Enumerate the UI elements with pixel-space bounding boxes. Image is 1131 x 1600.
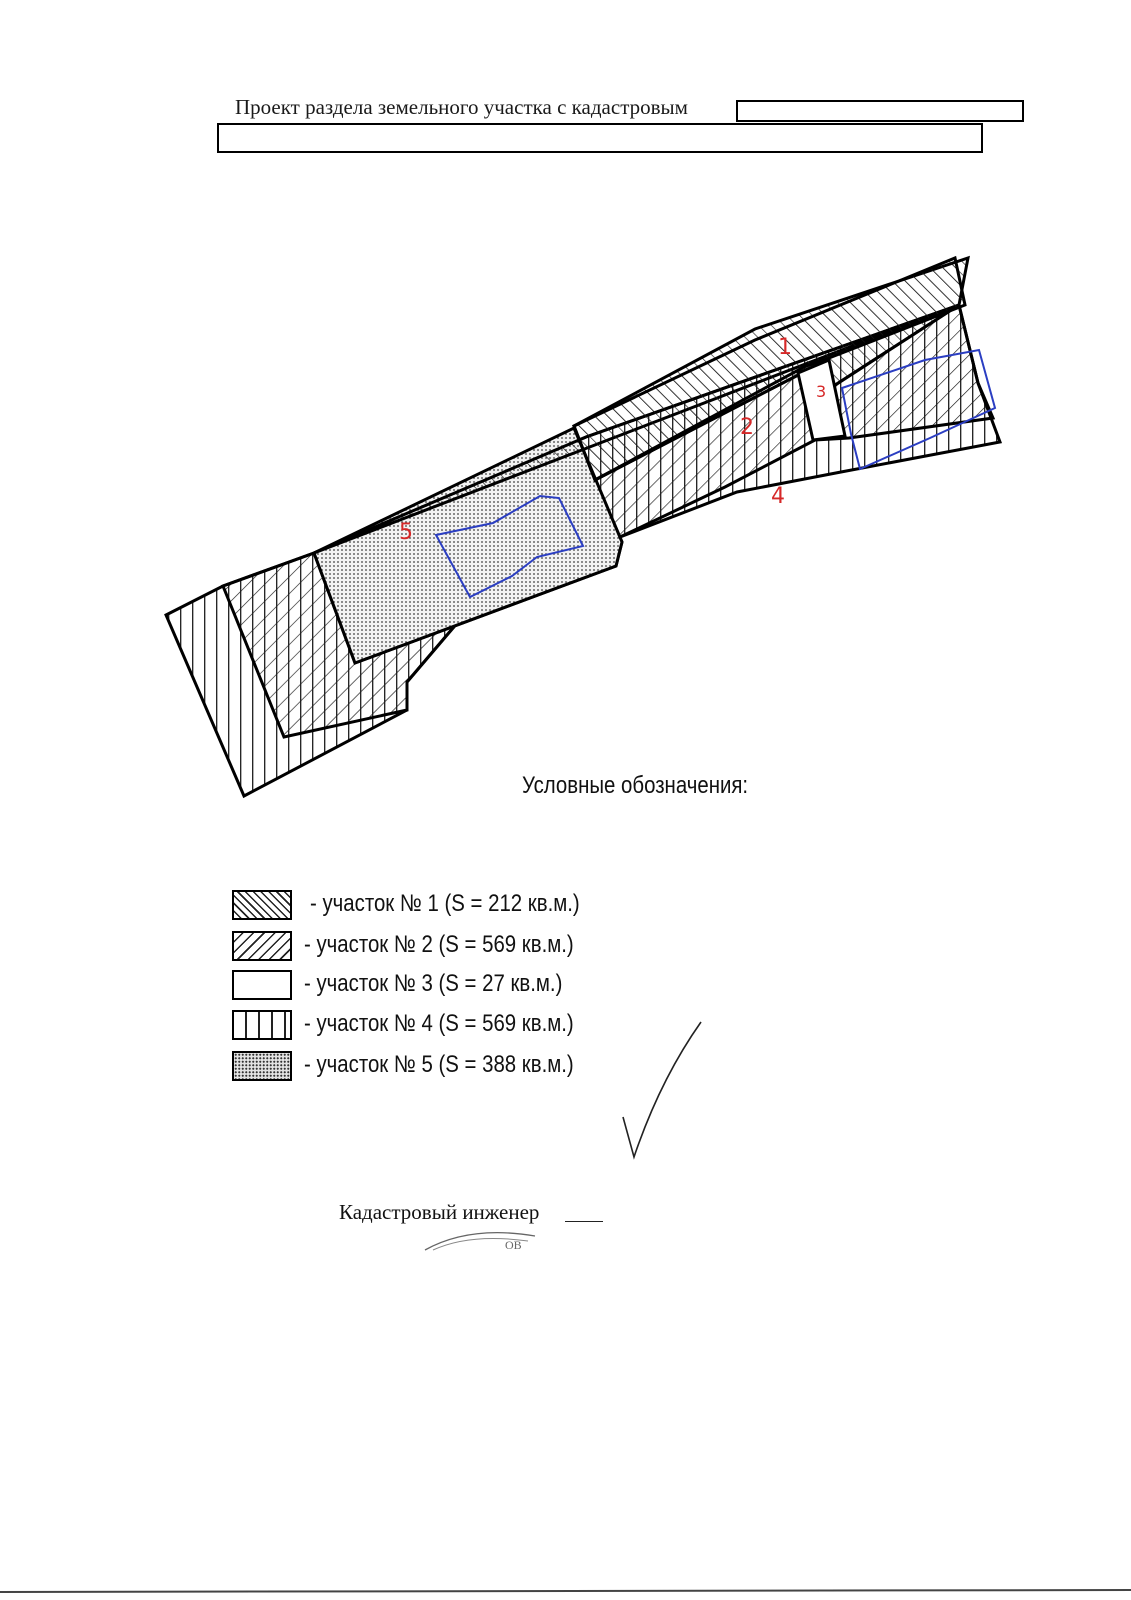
legend-label: - участок № 2 (S = 569 кв.м.) — [304, 931, 574, 958]
cadastral-engineer-label: Кадастровый инженер — [339, 1200, 540, 1224]
scan-edge — [0, 1590, 1131, 1592]
stamp — [425, 1233, 535, 1252]
plot-label-5: 5 — [399, 520, 413, 545]
legend-label: - участок № 1 (S = 212 кв.м.) — [310, 890, 580, 917]
plot-5 — [314, 428, 622, 663]
plot-label-4: 4 — [771, 484, 785, 509]
plot-label-1: 1 — [778, 335, 792, 360]
legend-swatch-vertical-lines — [232, 1010, 292, 1040]
document-title: Проект раздела земельного участка с кадастровым — [235, 95, 688, 119]
legend-label: - участок № 4 (S = 569 кв.м.) — [304, 1010, 574, 1037]
stamp-text: ОВ — [505, 1238, 522, 1252]
legend-label: - участок № 3 (S = 27 кв.м.) — [304, 970, 563, 997]
signature-line — [565, 1221, 603, 1222]
legend-swatch-blank — [232, 970, 292, 1000]
legend-title: Условные обозначения: — [522, 772, 749, 799]
legend-swatch-forward-diagonal — [232, 931, 292, 961]
plot-label-3: 3 — [816, 382, 827, 401]
legend-label: - участок № 5 (S = 388 кв.м.) — [304, 1051, 574, 1078]
legend-swatch-back-diagonal — [232, 890, 292, 920]
plot-label-2: 2 — [740, 415, 754, 440]
legend-swatch-dots — [232, 1051, 292, 1081]
signature-mark — [623, 1022, 701, 1157]
